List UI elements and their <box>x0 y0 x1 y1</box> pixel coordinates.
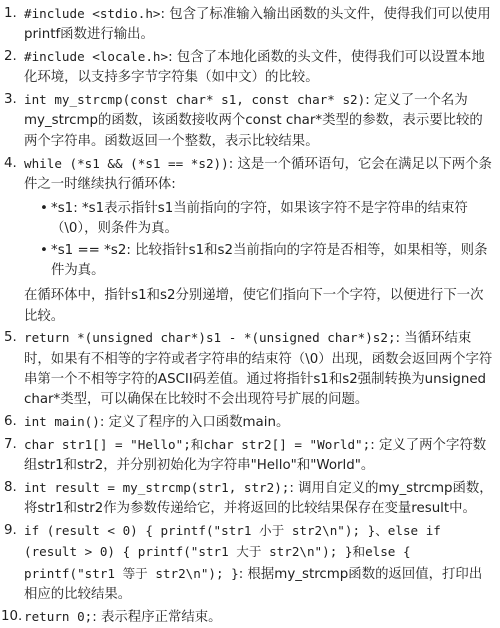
bullet-item <box>40 241 494 282</box>
code-snippet: int my_strcmp(const char* s1, const char* s2) <box>24 92 366 108</box>
item-description: : 包含了标准输入输出函数的头文件，使得我们可以使用printf函数进行输出。 <box>24 7 491 43</box>
item-description: : 表示程序正常结束。 <box>92 609 222 625</box>
bullet-text: *s1 == *s2: 比较指针s1和s2当前指向的字符是否相等，如果相等，则条件为真。 <box>51 242 488 279</box>
item-number: 7. <box>4 436 17 452</box>
item-number: 4. <box>4 155 17 171</box>
item-description: : 这是一个循环语句，它会在满足以下两个条件之一时继续执行循环体: <box>24 156 492 192</box>
item-number: 10. <box>1 608 23 624</box>
list-item <box>1 607 494 628</box>
list-item <box>4 154 494 327</box>
code-snippet: #include <stdio.h> <box>24 6 161 21</box>
item-description: : 当循环结束时，如果有不相等的字符或者字符串的结束符（\0）出现，函数会返回两个字符串第一个不相等字符的ASCII码差值。通过将指针s1和s2强制转换为unsigned char*类型，可以确保在比较时不会出现符号扩展的问题。 <box>24 331 493 408</box>
numbered-explanation-list <box>1 4 494 628</box>
item-description: : 包含了本地化函数的头文件，使得我们可以设置本地化环境，以支持多字节字符集（如中文）的比较。 <box>24 50 485 86</box>
list-item <box>4 435 494 477</box>
list-item <box>4 478 494 520</box>
code-snippet: char str1[] = "Hello";和char str2[] = "World"; <box>24 436 371 452</box>
item-number: 9. <box>4 523 17 539</box>
list-item <box>4 47 494 89</box>
item-number: 3. <box>4 92 17 108</box>
loop-body-note: 在循环体中，指针s1和s2分别递增，使它们指向下一个字符，以便进行下一次比较。 <box>24 288 484 324</box>
bullet-text: *s1: *s1表示指针s1当前指向的字符，如果该字符不是字符串的结束符（\0），则条件为真。 <box>51 201 468 237</box>
code-snippet: return *(unsigned char*)s1 - *(unsigned char*)s2; <box>24 330 396 346</box>
code-snippet: int main() <box>24 414 100 430</box>
item-number: 5. <box>4 330 17 346</box>
list-item <box>4 328 494 410</box>
item-description: : 定义了两个字符数组str1和str2，并分别初始化为字符串"Hello"和"World"。 <box>24 437 487 474</box>
item-description: : 定义了程序的入口函数main。 <box>99 415 290 431</box>
item-number: 6. <box>4 414 17 430</box>
item-number: 2. <box>4 49 17 65</box>
list-item <box>4 4 494 46</box>
item-number: 1. <box>4 6 17 21</box>
list-item <box>4 412 494 433</box>
item-description: : 定义了一个名为my_strcmp的函数，该函数接收两个const char*类型的参数，表示要比较的两个字符串。函数返回一个整数，表示比较结果。 <box>24 93 483 149</box>
item-description: : 根据my_strcmp函数的返回值，打印出相应的比较结果。 <box>24 566 483 603</box>
list-item <box>4 90 494 152</box>
code-snippet: int result = my_strcmp(str1, str2); <box>24 480 290 496</box>
bullet-item <box>40 199 494 240</box>
bullet-dot: • <box>40 242 48 258</box>
condition-bullet-list <box>24 199 494 281</box>
item-number: 8. <box>4 480 17 496</box>
bullet-dot: • <box>40 201 48 217</box>
code-snippet: #include <locale.h> <box>24 49 169 65</box>
item-description: : 调用自定义的my_strcmp函数，将str1和str2作为参数传递给它，并将返回的比较结果保存在变量result中。 <box>24 481 493 517</box>
code-snippet: while (*s1 && (*s1 == *s2)) <box>24 155 229 171</box>
list-item <box>4 521 494 605</box>
code-snippet: if (result < 0) { printf("str1 小于 str2\n"); }、else if (result > 0) { printf("str1 大于 str2\n"); }和else { printf("str1 等于 str2\n"); } <box>24 523 441 581</box>
code-snippet: return 0; <box>24 608 93 624</box>
